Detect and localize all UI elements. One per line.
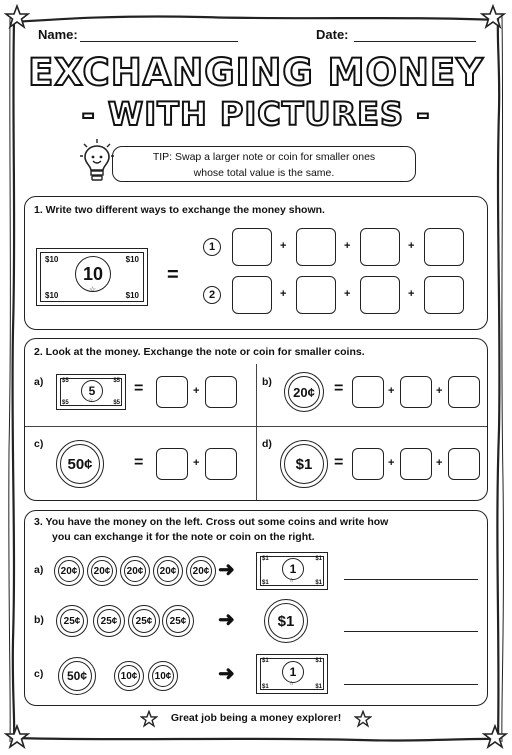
note-corner-label: $10 xyxy=(125,255,139,264)
date-field[interactable] xyxy=(354,41,476,42)
answer-box[interactable] xyxy=(156,448,188,480)
plus-sign: + xyxy=(193,385,200,397)
twenty-cent-coin[interactable] xyxy=(186,556,216,586)
answer-box[interactable] xyxy=(424,276,464,314)
one-dollar-note xyxy=(256,654,328,694)
one-dollar-note xyxy=(256,552,328,590)
tip-line-2: whose total value is the same. xyxy=(193,167,335,179)
equals-sign: = xyxy=(167,264,179,286)
part-c-label: c) xyxy=(34,438,44,450)
twenty-cent-coin xyxy=(284,372,324,412)
part-d-label: d) xyxy=(262,438,272,450)
coin-value: $1 xyxy=(277,612,295,630)
five-dollar-note xyxy=(56,374,126,410)
question-2-prompt: 2. Look at the money. Exchange the note or coin for smaller coins. xyxy=(34,346,365,358)
coin-value: 20¢ xyxy=(126,565,144,577)
answer-box[interactable] xyxy=(205,448,237,480)
note-corner-label: $10 xyxy=(45,255,59,264)
equals-sign: = xyxy=(334,454,344,471)
coin-value: 20¢ xyxy=(192,565,210,577)
corner-star-icon xyxy=(480,4,506,30)
name-label: Name: xyxy=(38,27,78,42)
coin-value: 25¢ xyxy=(63,615,81,627)
answer-box[interactable] xyxy=(296,228,336,266)
answer-box[interactable] xyxy=(156,376,188,408)
plus-sign: + xyxy=(408,288,415,300)
question-3-prompt-line-1: 3. You have the money on the left. Cross out some coins and write how xyxy=(34,516,389,528)
note-corner-label: $1 xyxy=(315,684,322,690)
plus-sign: + xyxy=(344,240,351,252)
ten-cent-coin[interactable] xyxy=(114,661,144,691)
plus-sign: + xyxy=(388,385,395,397)
coin-value: 20¢ xyxy=(60,565,78,577)
note-corner-label: $5 xyxy=(113,378,120,384)
coin-value: 10¢ xyxy=(120,670,138,682)
question-1-prompt: 1. Write two different ways to exchange the money shown. xyxy=(34,204,325,216)
corner-star-icon xyxy=(482,724,508,750)
one-dollar-coin xyxy=(264,599,308,643)
star-icon: ☆ xyxy=(289,578,295,584)
note-value: 5 xyxy=(81,380,103,402)
coin-value: 50¢ xyxy=(66,669,88,683)
footer-message: Great job being a money explorer! xyxy=(170,712,342,724)
way-1-number: 1 xyxy=(203,238,221,256)
quarter-coin[interactable] xyxy=(93,605,125,637)
row-a-label: a) xyxy=(34,564,44,576)
answer-line[interactable] xyxy=(344,631,478,632)
note-corner-label: $5 xyxy=(62,378,69,384)
note-value: 1 xyxy=(282,558,304,580)
coin-value: 20¢ xyxy=(293,384,315,400)
tip-box xyxy=(112,146,416,182)
plus-sign: + xyxy=(280,288,287,300)
answer-box[interactable] xyxy=(352,448,384,480)
answer-box[interactable] xyxy=(232,276,272,314)
quarter-coin[interactable] xyxy=(128,605,160,637)
answer-box[interactable] xyxy=(232,228,272,266)
note-corner-label: $1 xyxy=(315,556,322,562)
plus-sign: + xyxy=(388,457,395,469)
coin-value: 25¢ xyxy=(100,615,118,627)
coin-value: 20¢ xyxy=(159,565,177,577)
coin-value: 20¢ xyxy=(93,565,111,577)
plus-sign: + xyxy=(344,288,351,300)
answer-box[interactable] xyxy=(448,376,480,408)
lightbulb-icon xyxy=(80,138,114,186)
answer-box[interactable] xyxy=(400,376,432,408)
name-field[interactable] xyxy=(80,41,238,42)
quarter-coin[interactable] xyxy=(56,605,88,637)
twenty-cent-coin[interactable] xyxy=(120,556,150,586)
equals-sign: = xyxy=(134,454,144,471)
answer-box[interactable] xyxy=(424,228,464,266)
answer-line[interactable] xyxy=(344,579,478,580)
answer-box[interactable] xyxy=(205,376,237,408)
plus-sign: + xyxy=(436,457,443,469)
coin-value: 10¢ xyxy=(154,670,172,682)
quarter-coin[interactable] xyxy=(162,605,194,637)
coin-value: $1 xyxy=(295,455,313,473)
answer-box[interactable] xyxy=(400,448,432,480)
row-b-label: b) xyxy=(34,614,44,626)
note-corner-label: $5 xyxy=(113,400,120,406)
twenty-cent-coin[interactable] xyxy=(87,556,117,586)
fifty-cent-coin xyxy=(56,440,104,488)
ten-cent-coin[interactable] xyxy=(148,661,178,691)
answer-line[interactable] xyxy=(344,684,478,685)
arrow-right-icon: ➜ xyxy=(218,609,235,631)
way-2-number: 2 xyxy=(203,286,221,304)
note-corner-label: $1 xyxy=(262,556,269,562)
note-value: 10 xyxy=(75,256,111,292)
plus-sign: + xyxy=(408,240,415,252)
twenty-cent-coin[interactable] xyxy=(153,556,183,586)
plus-sign: + xyxy=(436,385,443,397)
note-corner-label: $5 xyxy=(62,400,69,406)
note-corner-label: $1 xyxy=(315,580,322,586)
coin-value: 50¢ xyxy=(67,455,93,473)
arrow-right-icon: ➜ xyxy=(218,559,235,581)
ten-dollar-note xyxy=(36,248,148,306)
star-icon: ☆ xyxy=(89,285,97,294)
answer-box[interactable] xyxy=(296,276,336,314)
title-line-2: - WITH PICTURES - xyxy=(81,95,431,133)
part-b-label: b) xyxy=(262,376,272,388)
answer-box[interactable] xyxy=(352,376,384,408)
equals-sign: = xyxy=(134,380,144,397)
question-3-prompt-line-2: you can exchange it for the note or coin on the right. xyxy=(52,531,315,543)
fifty-cent-coin[interactable] xyxy=(58,657,96,695)
equals-sign: = xyxy=(334,380,344,397)
note-corner-label: $1 xyxy=(315,658,322,664)
answer-box[interactable] xyxy=(448,448,480,480)
coin-value: 25¢ xyxy=(169,615,187,627)
note-corner-label: $1 xyxy=(262,658,269,664)
part-a-label: a) xyxy=(34,376,44,388)
row-c-label: c) xyxy=(34,668,44,680)
plus-sign: + xyxy=(280,240,287,252)
corner-star-icon xyxy=(4,724,30,750)
note-corner-label: $1 xyxy=(262,580,269,586)
one-dollar-coin xyxy=(280,440,328,488)
note-corner-label: $10 xyxy=(45,291,59,300)
star-icon: ☆ xyxy=(88,398,94,404)
note-value: 1 xyxy=(282,661,304,683)
answer-box[interactable] xyxy=(360,276,400,314)
title-line-1: EXCHANGING MONEY xyxy=(28,51,484,94)
star-icon: ☆ xyxy=(289,681,295,687)
coin-value: 25¢ xyxy=(135,615,153,627)
twenty-cent-coin[interactable] xyxy=(54,556,84,586)
divider xyxy=(256,364,257,500)
answer-box[interactable] xyxy=(360,228,400,266)
plus-sign: + xyxy=(193,457,200,469)
note-corner-label: $1 xyxy=(262,684,269,690)
star-icon xyxy=(354,710,372,728)
note-corner-label: $10 xyxy=(125,291,139,300)
date-label: Date: xyxy=(316,27,349,42)
corner-star-icon xyxy=(4,4,30,30)
arrow-right-icon: ➜ xyxy=(218,663,235,685)
tip-line-1: TIP: Swap a larger note or coin for smaller ones xyxy=(152,151,376,163)
